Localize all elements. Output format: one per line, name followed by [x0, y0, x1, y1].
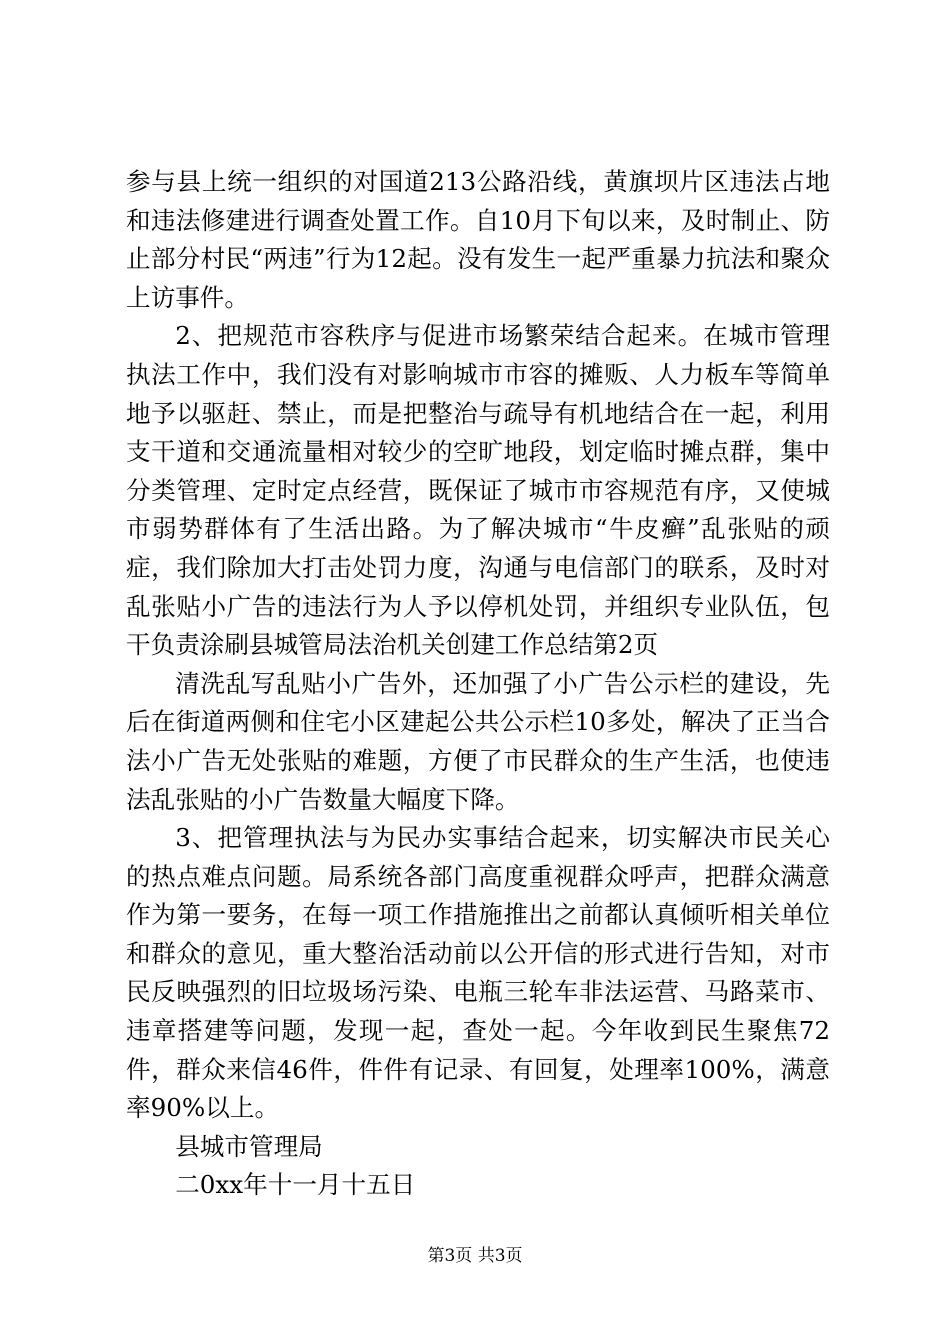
document-body	[126, 163, 830, 1205]
paragraph-item-3: 3、把管理执法与为民办实事结合起来，切实解决市民关心的热点难点问题。局系统各部门高度重视群众呼声，把群众满意作为第一要务，在每一项工作措施推出之前都认真倾听相关单位和群众的意见，重大整治活动前以公开信的形式进行告知，对市民反映强烈的旧垃圾场污染、电瓶三轮车非法运营、马路菜市、违章搭建等问题，发现一起，查处一起。今年收到民生聚焦72件，群众来信46件，件件有记录、有回复，处理率100%，满意率90%以上。	[126, 823, 830, 1123]
signature-date: 二0xx年十一月十五日	[175, 1170, 416, 1200]
signature-organization: 县城市管理局	[175, 1131, 323, 1161]
paragraph-item-2-continued: 清洗乱写乱贴小广告外，还加强了小广告公示栏的建设，先后在街道两侧和住宅小区建起公共公示栏10多处，解决了正当合法小广告无处张贴的难题，方便了市民群众的生产生活，也使违法乱张贴的小广告数量大幅度下降。	[126, 668, 830, 814]
paragraph-continuation: 参与县上统一组织的对国道213公路沿线，黄旗坝片区违法占地和违法修建进行调查处置工作。自10月下旬以来，及时制止、防止部分村民“两违”行为12起。没有发生一起严重暴力抗法和聚众上访事件。	[126, 167, 830, 312]
paragraph-item-2: 2、把规范市容秩序与促进市场繁荣结合起来。在城市管理执法工作中，我们没有对影响城市市容的摊贩、人力板车等简单地予以驱赶、禁止，而是把整治与疏导有机地结合在一起，利用支干道和交通流量相对较少的空旷地段，划定临时摊点群，集中分类管理、定时定点经营，既保证了城市市容规范有序，又使城市弱势群体有了生活出路。为了解决城市“牛皮癣”乱张贴的顽症，我们除加大打击处罚力度，沟通与电信部门的联系，及时对乱张贴小广告的违法行为人予以停机处罚，并组织专业队伍，包干负责涂刷县城管局法治机关创建工作总结第2页	[126, 321, 830, 660]
page-number-footer: 第3页 共3页	[427, 1246, 523, 1266]
